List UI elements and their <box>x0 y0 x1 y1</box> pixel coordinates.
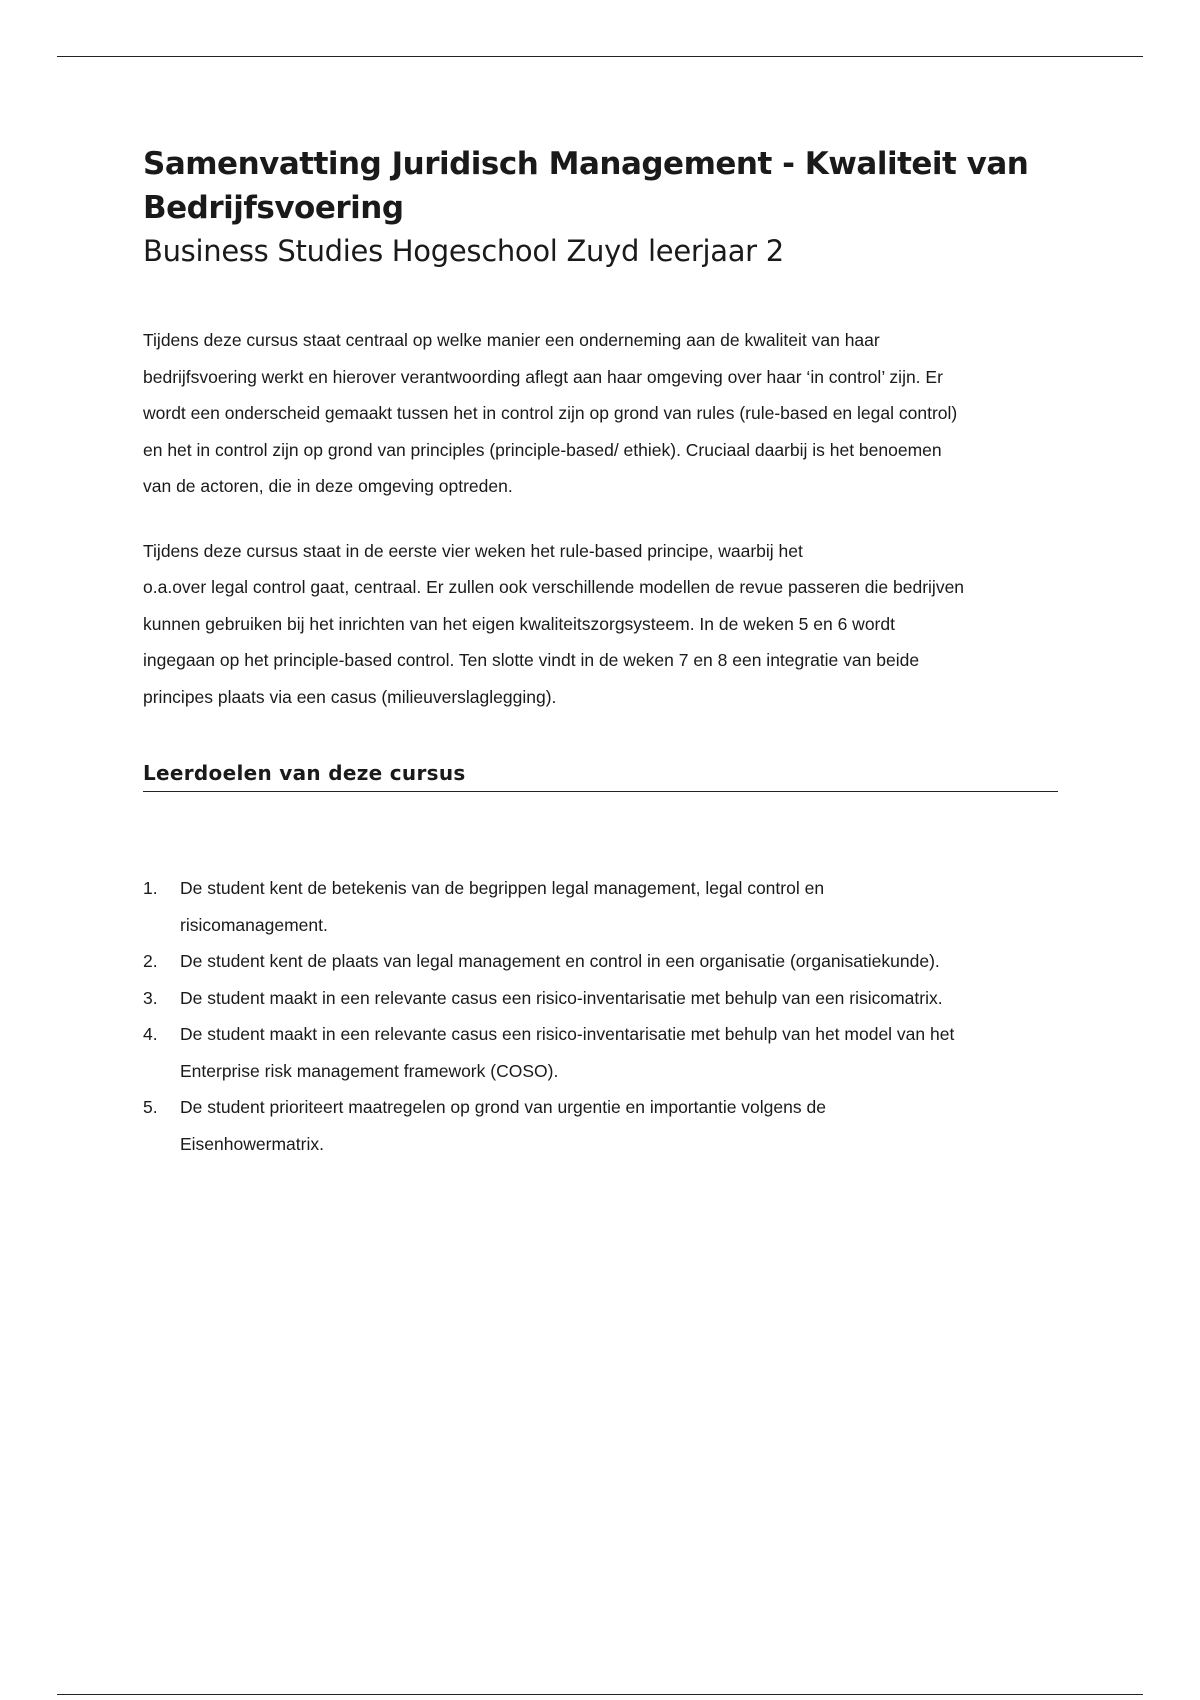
document-body <box>143 142 1058 1162</box>
paragraph-line: wordt een onderscheid gemaakt tussen het in control zijn op grond van rules (rule-based en legal control) <box>143 403 958 423</box>
paragraph-line: o.a.over legal control gaat, centraal. Er zullen ook verschillende modellen de revue passeren die bedrijven <box>143 577 965 597</box>
intro-paragraph-2 <box>143 533 1058 716</box>
list-item-line: Eisenhowermatrix. <box>180 1133 324 1154</box>
intro-paragraph-1 <box>143 322 1058 505</box>
list-item-number: 1. <box>143 878 158 898</box>
paragraph-line: van de actoren, die in deze omgeving optreden. <box>143 476 513 496</box>
list-item-line: De student prioriteert maatregelen op grond van urgentie en importantie volgens de <box>180 1097 826 1117</box>
paragraph-line: Tijdens deze cursus staat centraal op welke manier een onderneming aan de kwaliteit van haar <box>143 330 880 350</box>
document-subtitle: Business Studies Hogeschool Zuyd leerjaar 2 <box>143 234 784 268</box>
list-item-line: De student kent de plaats van legal management en control in een organisatie (organisatiekunde). <box>180 951 940 971</box>
page-bottom-rule <box>57 1694 1143 1695</box>
paragraph-line: en het in control zijn op grond van principles (principle-based/ ethiek). Cruciaal daarbij is het benoemen <box>143 439 942 460</box>
list-item-line: Enterprise risk management framework (COSO). <box>180 1060 559 1081</box>
section-heading-leerdoelen: Leerdoelen van deze cursus <box>143 759 1058 792</box>
list-item-number: 2. <box>143 951 158 971</box>
list-item <box>143 870 1058 943</box>
page-top-rule <box>57 56 1143 57</box>
paragraph-line: Tijdens deze cursus staat in de eerste vier weken het rule-based principe, waarbij het <box>143 540 803 561</box>
list-item <box>143 1016 1058 1089</box>
paragraph-line: ingegaan op het principle-based control. Ten slotte vindt in de weken 7 en 8 een integratie van beide <box>143 650 920 670</box>
list-item <box>143 1089 1058 1162</box>
list-item <box>143 980 1058 1017</box>
title-line-2: Bedrijfsvoering <box>143 190 404 226</box>
learning-goals-list <box>143 870 1058 1162</box>
paragraph-line: kunnen gebruiken bij het inrichten van het eigen kwaliteitszorgsysteem. In de weken 5 en 6 wordt <box>143 613 895 634</box>
list-item-number: 3. <box>143 987 158 1008</box>
title-line-1: Samenvatting Juridisch Management - Kwaliteit van <box>143 146 1029 182</box>
list-item-line: De student maakt in een relevante casus een risico-inventarisatie met behulp van het model van het <box>180 1024 955 1044</box>
list-item <box>143 943 1058 980</box>
list-item-number: 5. <box>143 1097 158 1117</box>
document-title <box>143 142 1058 230</box>
list-item-line: De student maakt in een relevante casus een risico-inventarisatie met behulp van een risicomatrix. <box>180 987 943 1008</box>
list-item-line: De student kent de betekenis van de begrippen legal management, legal control en <box>180 878 825 898</box>
paragraph-line: bedrijfsvoering werkt en hierover verantwoording aflegt aan haar omgeving over haar ‘in control’ zijn. Er <box>143 366 943 387</box>
paragraph-line: principes plaats via een casus (milieuverslaglegging). <box>143 686 557 707</box>
list-item-number: 4. <box>143 1024 158 1044</box>
list-item-line: risicomanagement. <box>180 914 328 935</box>
